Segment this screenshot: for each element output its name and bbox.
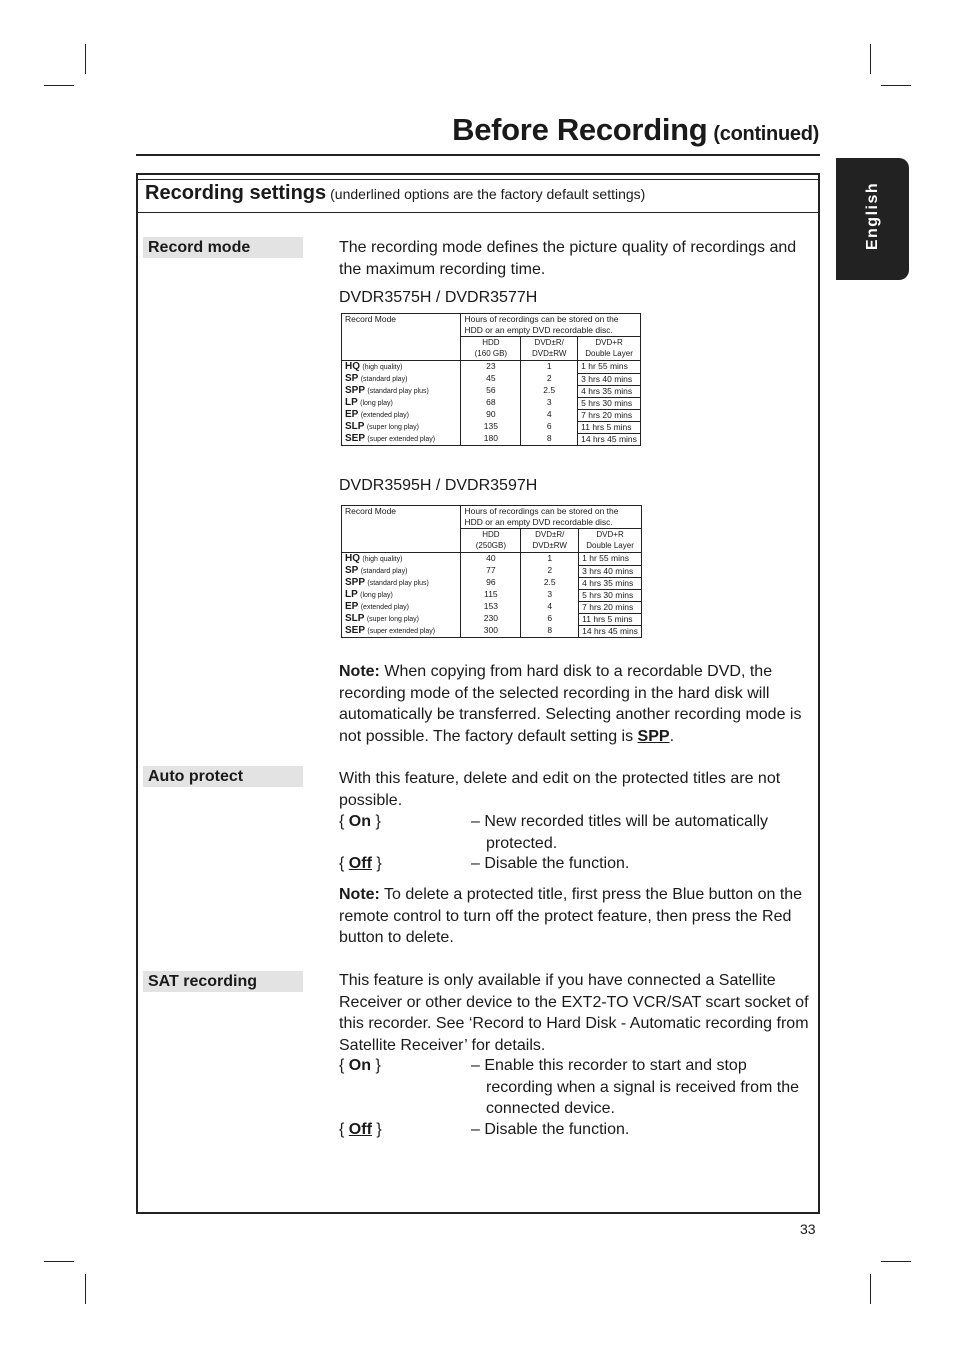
auto-protect-option-off-desc: – Disable the function. (471, 855, 630, 872)
cell-mode: HQ (high quality) (342, 361, 461, 374)
cell-dvd: 1 (521, 361, 578, 374)
cell-dl: 7 hrs 20 mins (579, 601, 642, 613)
cell-mode: HQ (high quality) (342, 553, 461, 566)
table-row (342, 421, 641, 433)
sat-recording-label: SAT recording (143, 971, 303, 992)
crop-mark (870, 44, 871, 74)
cell-dvd: 8 (521, 433, 578, 446)
recording-time-table-2 (341, 505, 642, 638)
col-header-hdd: HDD (250GB) (461, 529, 521, 553)
cell-hdd: 68 (461, 397, 521, 409)
table-row (342, 361, 641, 374)
crop-mark (85, 1274, 86, 1304)
crop-mark (881, 85, 911, 86)
cell-mode: SEP (super extended play) (342, 433, 461, 446)
cell-dl: 5 hrs 30 mins (579, 589, 642, 601)
auto-protect-option-on: { On } (339, 813, 381, 830)
col-header-mode: Record Mode (342, 506, 461, 553)
crop-mark (870, 1274, 871, 1304)
cell-dl: 14 hrs 45 mins (578, 433, 641, 446)
cell-dvd: 2.5 (521, 577, 579, 589)
cell-hdd: 77 (461, 565, 521, 577)
col-header-hdd: HDD (160 GB) (461, 337, 521, 361)
auto-protect-note: Note: To delete a protected title, first press the Blue button on the remote control to turn off the protect feature, then press the Red button to delete. (339, 886, 803, 946)
cell-dvd: 1 (521, 553, 579, 566)
section-title: Recording settings (145, 182, 327, 204)
crop-mark (44, 85, 74, 86)
cell-mode: SLP (super long play) (342, 613, 461, 625)
cell-mode: EP (extended play) (342, 601, 461, 613)
table2-model: DVDR3595H / DVDR3597H (339, 477, 538, 494)
cell-hdd: 23 (461, 361, 521, 374)
cell-mode: LP (long play) (342, 589, 461, 601)
section-heading (145, 182, 645, 205)
cell-dl: 11 hrs 5 mins (579, 613, 642, 625)
title-rule (136, 154, 820, 156)
cell-dl: 4 hrs 35 mins (579, 577, 642, 589)
cell-dl: 11 hrs 5 mins (578, 421, 641, 433)
sat-recording-option-on-desc: – Enable this recorder to start and stop recording when a signal is received from the connected device. (471, 1057, 800, 1117)
cell-mode: SPP (standard play plus) (342, 577, 461, 589)
record-mode-label: Record mode (143, 237, 303, 258)
cell-mode: EP (extended play) (342, 409, 461, 421)
sat-recording-intro: This feature is only available if you have connected a Satellite Receiver or other device to the EXT2-TO VCR/SAT scart socket of this recorder. See ‘Record to Hard Disk - Automatic recording from Satellite Receiver’ for details. (339, 972, 809, 1054)
cell-dvd: 6 (521, 613, 579, 625)
cell-hdd: 90 (461, 409, 521, 421)
auto-protect-option-on-desc: – New recorded titles will be automatically protected. (471, 813, 769, 852)
cell-dvd: 4 (521, 601, 579, 613)
cell-dl: 4 hrs 35 mins (578, 385, 641, 397)
cell-dvd: 2 (521, 373, 578, 385)
crop-mark (85, 44, 86, 74)
section-rule (136, 212, 820, 213)
cell-dl: 3 hrs 40 mins (579, 565, 642, 577)
recording-time-table-1 (341, 313, 641, 446)
table-row (342, 433, 641, 446)
cell-dvd: 2.5 (521, 385, 578, 397)
page-title: Before Recording (continued) (452, 112, 819, 147)
cell-dl: 14 hrs 45 mins (579, 625, 642, 638)
cell-dl: 3 hrs 40 mins (578, 373, 641, 385)
cell-mode: SP (standard play) (342, 373, 461, 385)
table-row (342, 373, 641, 385)
table-row (342, 613, 642, 625)
cell-mode: SPP (standard play plus) (342, 385, 461, 397)
table-row (342, 397, 641, 409)
cell-hdd: 135 (461, 421, 521, 433)
table-row (342, 565, 642, 577)
table-row (342, 385, 641, 397)
table-row (342, 601, 642, 613)
crop-mark (44, 1261, 74, 1262)
language-tab (836, 158, 909, 280)
cell-hdd: 230 (461, 613, 521, 625)
record-mode-note: Note: When copying from hard disk to a recordable DVD, the recording mode of the selected recording in the hard disk will automatically be transferred. Selecting another recording mode is not possible. The factory default setting is SPP. (339, 663, 802, 745)
record-mode-intro: The recording mode defines the picture quality of recordings and the maximum recording time. (339, 239, 797, 278)
table1-model: DVDR3575H / DVDR3577H (339, 289, 538, 306)
cell-dvd: 8 (521, 625, 579, 638)
cell-hdd: 115 (461, 589, 521, 601)
section-rule (136, 179, 820, 180)
table-row (342, 625, 642, 638)
cell-hdd: 96 (461, 577, 521, 589)
cell-dl: 5 hrs 30 mins (578, 397, 641, 409)
auto-protect-label: Auto protect (143, 766, 303, 787)
default-setting: SPP (637, 727, 670, 745)
sat-recording-option-on: { On } (339, 1057, 381, 1074)
table-row (342, 409, 641, 421)
col-header-dvd: DVD±R/ DVD±RW (521, 529, 579, 553)
cell-hdd: 56 (461, 385, 521, 397)
col-header-dvd-dl: DVD+R Double Layer (578, 337, 641, 361)
page-title-suffix: (continued) (713, 123, 819, 145)
cell-dvd: 3 (521, 397, 578, 409)
col-header-dvd: DVD±R/ DVD±RW (521, 337, 578, 361)
cell-mode: SP (standard play) (342, 565, 461, 577)
language-tab-label: English (863, 181, 881, 251)
table-row (342, 589, 642, 601)
cell-dl: 1 hr 55 mins (579, 553, 642, 566)
col-header-hours: Hours of recordings can be stored on the HDD or an empty DVD recordable disc. (461, 506, 642, 529)
col-header-mode: Record Mode (342, 314, 461, 361)
section-subtitle: (underlined options are the factory default settings) (330, 186, 646, 202)
cell-hdd: 40 (461, 553, 521, 566)
cell-hdd: 153 (461, 601, 521, 613)
table-row (342, 553, 642, 566)
cell-dl: 7 hrs 20 mins (578, 409, 641, 421)
page-number: 33 (800, 1221, 816, 1237)
col-header-hours: Hours of recordings can be stored on the HDD or an empty DVD recordable disc. (461, 314, 641, 337)
crop-mark (881, 1261, 911, 1262)
cell-hdd: 45 (461, 373, 521, 385)
sat-recording-option-off-desc: – Disable the function. (471, 1121, 630, 1138)
table-row (342, 577, 642, 589)
cell-dvd: 2 (521, 565, 579, 577)
sat-recording-option-off: { Off } (339, 1121, 382, 1138)
cell-dvd: 6 (521, 421, 578, 433)
cell-dl: 1 hr 55 mins (578, 361, 641, 374)
cell-mode: SEP (super extended play) (342, 625, 461, 638)
auto-protect-option-off: { Off } (339, 855, 382, 872)
auto-protect-intro: With this feature, delete and edit on the protected titles are not possible. (339, 770, 781, 809)
cell-dvd: 4 (521, 409, 578, 421)
cell-hdd: 180 (461, 433, 521, 446)
cell-mode: SLP (super long play) (342, 421, 461, 433)
cell-mode: LP (long play) (342, 397, 461, 409)
cell-dvd: 3 (521, 589, 579, 601)
col-header-dvd-dl: DVD+R Double Layer (579, 529, 642, 553)
cell-hdd: 300 (461, 625, 521, 638)
